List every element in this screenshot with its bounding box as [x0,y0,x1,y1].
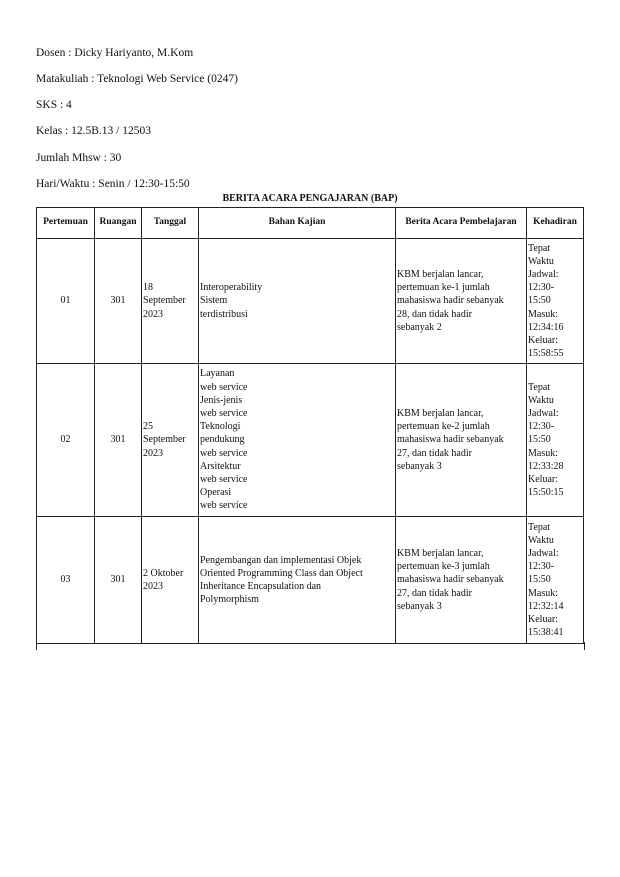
kehadiran-line: 12:30- [528,561,555,573]
tanggal-line: 25 [143,421,153,433]
kehadiran-line: Keluar: [528,474,558,485]
kehadiran-line: 15:50 [528,434,551,446]
berita-acara-line: 28, dan tidak hadir [397,308,472,320]
bahan-kajian-line: Oriented Programming Class dan Object [200,567,363,579]
bahan-kajian-line: web service [200,381,248,393]
pertemuan-cell: 01 [37,239,95,364]
berita-acara-line: pertemuan ke-1 jumlah [397,282,490,294]
table-row [37,517,584,644]
table-header-row [37,208,584,239]
bahan-kajian-line: Jenis-jenis [200,394,243,406]
bahan-kajian-line: Sistem [200,295,228,307]
berita-acara-line: 27, dan tidak hadir [397,587,472,599]
kehadiran-line: Waktu [528,255,554,267]
column-header-bahan-kajian: Bahan Kajian [199,208,396,239]
bahan-kajian-line: Teknologi [200,421,241,433]
berita-acara-line: KBM berjalan lancar, [397,547,484,559]
dosen-line: Dosen : Dicky Hariyanto, M.Kom [36,47,194,59]
table-row [37,239,584,364]
ruangan-cell: 301 [95,364,142,517]
bahan-kajian-line: web service [200,500,248,512]
column-header-ruangan: Ruangan [95,208,142,239]
tanggal-line: 2023 [143,447,163,459]
kehadiran-line: 15:38:41 [528,627,564,639]
hari-waktu-line: Hari/Waktu : Senin / 12:30-15:50 [36,178,190,190]
bahan-kajian-line: web service [200,407,248,419]
kehadiran-line: Tepat [528,242,551,254]
bahan-kajian-cell [199,239,396,364]
bahan-kajian-line: Operasi [200,487,232,499]
berita-acara-line: pertemuan ke-3 jumlah [397,561,490,573]
bahan-kajian-line: terdistribusi [200,308,248,320]
kehadiran-line: Tepat [528,521,551,533]
tanggal-cell [142,517,199,644]
kehadiran-line: 12:32:14 [528,600,564,612]
tanggal-line: 2023 [143,308,163,320]
berita-acara-line: 27, dan tidak hadir [397,447,472,459]
kehadiran-line: 15:50 [528,574,551,586]
kehadiran-line: 15:50:15 [528,487,564,499]
kehadiran-line: Waktu [528,394,554,406]
berita-acara-cell [396,239,527,364]
bahan-kajian-line: Inheritance Encapsulation dan [200,581,322,592]
tanggal-cell [142,239,199,364]
berita-acara-line: sebanyak 3 [397,600,442,612]
bahan-kajian-line: Pengembangan dan implementasi Objek [200,554,362,566]
berita-acara-cell [396,517,527,644]
berita-acara-line: KBM berjalan lancar, [397,407,484,419]
berita-acara-line: sebanyak 2 [397,321,442,333]
kehadiran-line: Masuk: [528,587,558,599]
kehadiran-line: Jadwal: [528,547,559,559]
bahan-kajian-line: Arsitektur [200,460,241,472]
berita-acara-line: sebanyak 3 [397,460,442,472]
tanggal-line: September [143,434,186,446]
bahan-kajian-line: Interoperability [200,282,263,294]
table-continuation [36,642,585,650]
jumlah-mhsw-line: Jumlah Mhsw : 30 [36,152,122,164]
tanggal-line: September [143,295,186,307]
matakuliah-line: Matakuliah : Teknologi Web Service (0247) [36,73,238,85]
kehadiran-line: Tepat [528,381,551,393]
kehadiran-line: Masuk: [528,308,558,320]
kehadiran-cell [527,239,584,364]
berita-acara-line: mahasiswa hadir sebanyak [397,295,504,307]
kelas-line: Kelas : 12.5B.13 / 12503 [36,125,151,137]
kehadiran-line: Jadwal: [528,268,559,280]
berita-acara-line: mahasiswa hadir sebanyak [397,434,504,446]
kehadiran-line: Masuk: [528,447,558,459]
column-header-pertemuan: Pertemuan [37,208,95,239]
pertemuan-cell: 02 [37,364,95,517]
bahan-kajian-line: Layanan [200,368,235,380]
bap-title: BERITA ACARA PENGAJARAN (BAP) [222,193,398,204]
kehadiran-line: Keluar: [528,335,558,346]
kehadiran-line: 12:30- [528,421,555,433]
kehadiran-line: 15:50 [528,295,551,307]
bahan-kajian-line: web service [200,447,248,459]
tanggal-line: 2023 [143,581,163,592]
kehadiran-line: Waktu [528,534,554,546]
kehadiran-line: 12:33:28 [528,460,564,472]
bahan-kajian-line: web service [200,474,248,485]
kehadiran-line: Jadwal: [528,407,559,419]
bahan-kajian-cell [199,364,396,517]
column-header-tanggal: Tanggal [142,208,199,239]
tanggal-line: 2 Oktober [143,567,184,579]
ruangan-cell: 301 [95,517,142,644]
tanggal-cell [142,364,199,517]
berita-acara-line: mahasiswa hadir sebanyak [397,574,504,586]
kehadiran-line: Keluar: [528,614,558,625]
kehadiran-line: 12:34:16 [528,321,564,333]
berita-acara-line: pertemuan ke-2 jumlah [397,421,490,433]
bahan-kajian-cell [199,517,396,644]
bahan-kajian-line: Polymorphism [200,594,259,606]
bap-table [36,207,584,644]
sks-line: SKS : 4 [36,99,72,111]
pertemuan-cell: 03 [37,517,95,644]
column-header-berita-acara: Berita Acara Pembelajaran [396,208,527,239]
ruangan-cell: 301 [95,239,142,364]
bahan-kajian-line: pendukung [200,434,245,446]
table-row [37,364,584,517]
berita-acara-line: KBM berjalan lancar, [397,268,484,280]
kehadiran-line: 12:30- [528,282,555,294]
kehadiran-line: 15:58:55 [528,348,564,360]
column-header-kehadiran: Kehadiran [527,208,584,239]
berita-acara-cell [396,364,527,517]
kehadiran-cell [527,517,584,644]
tanggal-line: 18 [143,282,153,294]
kehadiran-cell [527,364,584,517]
